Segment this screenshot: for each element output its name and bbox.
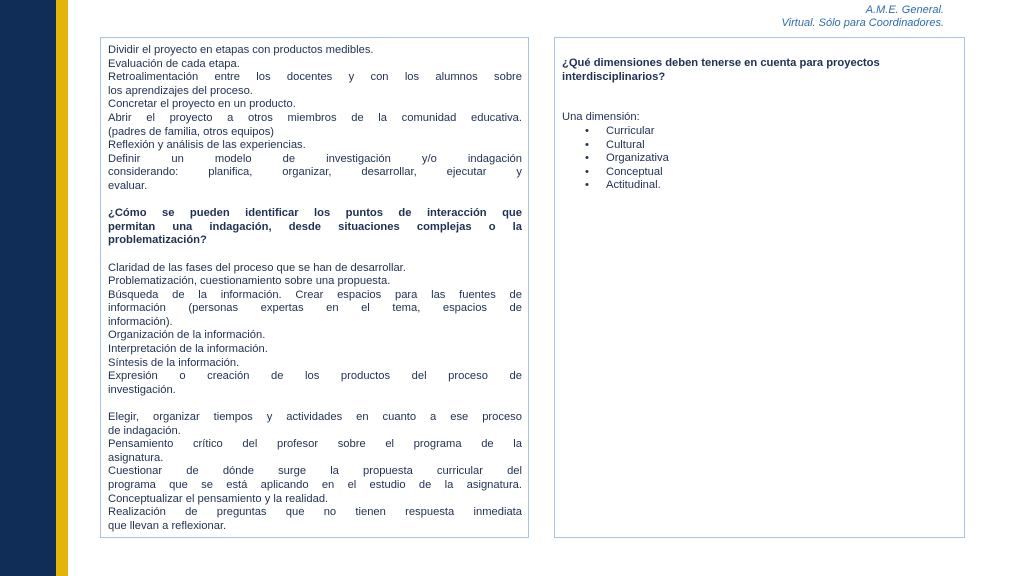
text-line: Cuestionar de dónde surge la propuesta curricular del <box>108 465 522 478</box>
left-question <box>108 207 522 248</box>
text-line: considerando: planifica, organizar, desarrollar, ejecutar y <box>108 166 522 179</box>
text-line: Pensamiento crítico del profesor sobre el programa de la <box>108 438 522 451</box>
block-3 <box>108 411 522 533</box>
right-content-box <box>554 37 965 538</box>
list-item <box>562 179 958 193</box>
question-line: ¿Qué dimensiones deben tenerse en cuenta para proyectos <box>562 57 880 69</box>
bullet-icon: • <box>585 179 589 192</box>
left-navy-bar <box>0 0 56 576</box>
text-line: Definir un modelo de investigación y/o indagación <box>108 152 522 165</box>
text-line: asignatura. <box>108 451 164 464</box>
list-item <box>562 152 958 166</box>
header-line-2: Virtual. Sólo para Coordinadores. <box>781 17 944 29</box>
question-line: ¿Cómo se pueden identificar los puntos de interacción que <box>108 207 522 220</box>
list-item <box>562 139 958 153</box>
text-line: Síntesis de la información. <box>108 356 240 369</box>
text-line: Conceptualizar el pensamiento y la realidad. <box>108 492 329 505</box>
dimensions-list <box>562 125 958 193</box>
text-line: que llevan a reflexionar. <box>108 519 227 532</box>
text-line: Expresión o creación de los productos del proceso de <box>108 370 522 383</box>
text-line: información (personas expertas en el tema, espacios de <box>108 302 522 315</box>
dimension-label: Organizativa <box>606 152 669 165</box>
bullet-icon: • <box>585 124 589 137</box>
dimension-label: Curricular <box>606 124 655 137</box>
text-line: Interpretación de la información. <box>108 343 268 356</box>
question-line: permitan una indagación, desde situaciones complejas o la <box>108 220 522 233</box>
text-line: programa que se está aplicando en el estudio de la asignatura. <box>108 479 522 491</box>
block-1 <box>108 44 522 194</box>
text-line: información). <box>108 315 173 328</box>
left-content-box <box>100 37 529 538</box>
text-line: Elegir, organizar tiempos y actividades en cuanto a ese proceso <box>108 411 522 424</box>
text-line: evaluar. <box>108 179 148 192</box>
text-line: Evaluación de cada etapa. <box>108 57 240 70</box>
right-question <box>562 57 958 84</box>
dimension-label: Cultural <box>606 138 645 151</box>
text-line: Organización de la información. <box>108 329 266 342</box>
text-line: Problematización, cuestionamiento sobre una propuesta. <box>108 275 391 288</box>
text-line: de indagación. <box>108 424 181 437</box>
text-line: los aprendizajes del proceso. <box>108 84 253 97</box>
bullet-icon: • <box>585 138 589 151</box>
text-line: Claridad de las fases del proceso que se han de desarrollar. <box>108 261 406 274</box>
bullet-icon: • <box>585 152 589 165</box>
dimension-label: Conceptual <box>606 165 663 178</box>
dimension-label: Actitudinal. <box>606 179 661 192</box>
text-line: Concretar el proyecto en un producto. <box>108 98 296 111</box>
header <box>782 4 944 30</box>
block-2 <box>108 262 522 398</box>
question-line: problematización? <box>108 234 207 247</box>
left-gold-bar <box>56 0 68 576</box>
text-line: Abrir el proyecto a otros miembros de la comunidad educativa. <box>108 111 522 124</box>
text-line: Reflexión y análisis de las experiencias. <box>108 139 306 152</box>
question-line: interdisciplinarios? <box>562 70 666 83</box>
text-line: investigación. <box>108 383 176 396</box>
list-item <box>562 166 958 180</box>
list-item <box>562 125 958 139</box>
bullet-icon: • <box>585 165 589 178</box>
text-line: Dividir el proyecto en etapas con productos medibles. <box>108 44 374 56</box>
dimensions-intro: Una dimensión: <box>562 111 640 124</box>
text-line: Búsqueda de la información. Crear espacios para las fuentes de <box>108 288 522 301</box>
text-line: (padres de familia, otros equipos) <box>108 125 275 138</box>
header-line-1: A.M.E. General. <box>865 4 944 16</box>
text-line: Realización de preguntas que no tienen respuesta inmediata <box>108 506 522 519</box>
text-line: Retroalimentación entre los docentes y con los alumnos sobre <box>108 71 522 84</box>
